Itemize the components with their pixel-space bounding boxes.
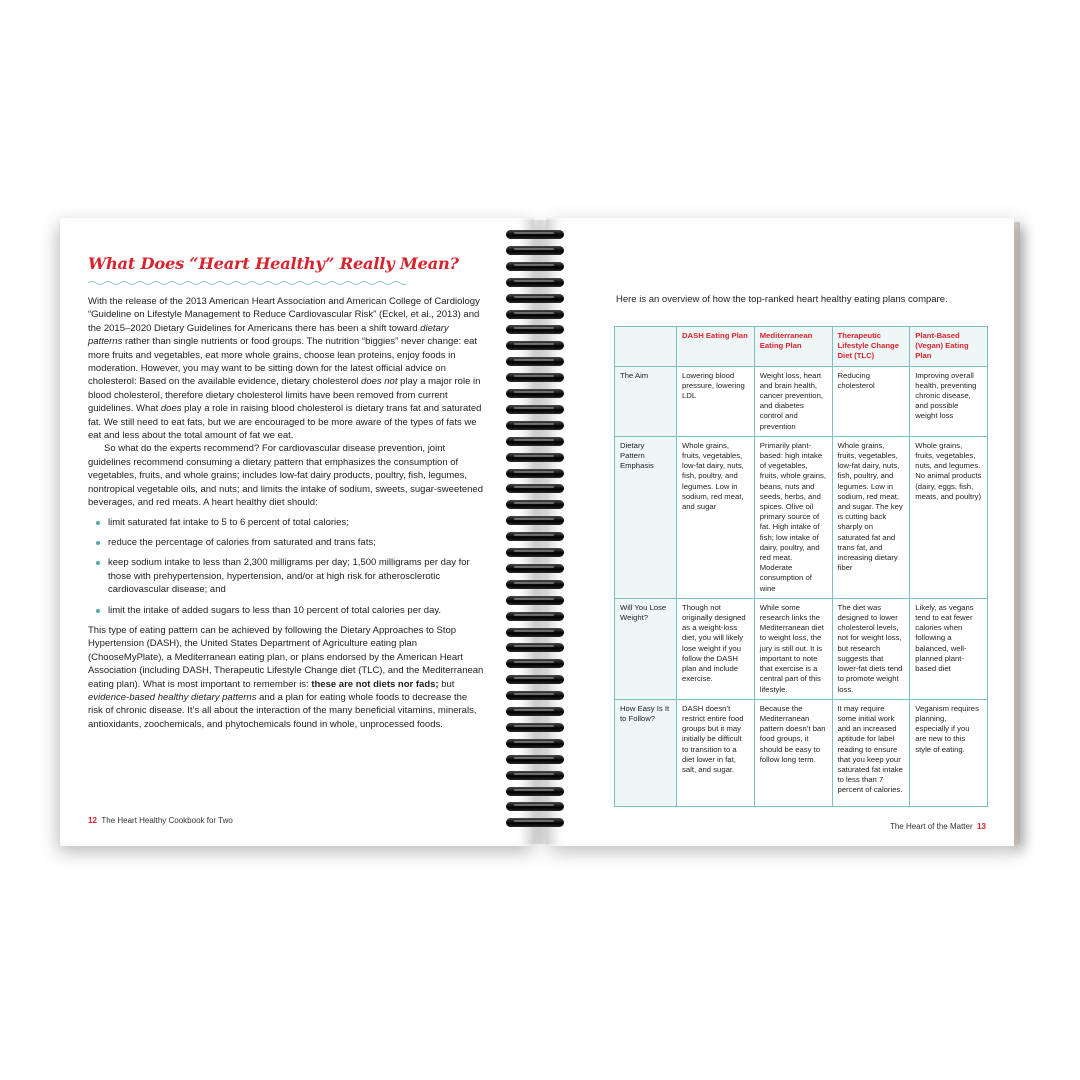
spiral-coil (506, 469, 564, 478)
table-intro: Here is an overview of how the top-ranked heart healthy eating plans compare. (616, 294, 948, 305)
page-title: What Does “Heart Healthy” Really Mean? (88, 254, 459, 273)
spiral-coil (506, 691, 564, 700)
table-header-cell: DASH Eating Plan (677, 327, 755, 367)
table-cell: It may require some initial work and an increased aptitude for label reading to ensure that you keep your saturated fat intake to less than 7 percent of calories. (832, 699, 910, 806)
spiral-coil (506, 818, 564, 827)
spiral-coil (506, 453, 564, 462)
spiral-coil (506, 405, 564, 414)
table-cell: Weight loss, heart and brain health, cancer prevention, and diabetes control and prevention (754, 366, 832, 436)
table-row (615, 436, 988, 598)
spiral-coil (506, 373, 564, 382)
right-page (546, 218, 1014, 846)
table-cell: Because the Mediterranean pattern doesn’t ban food groups, it should be easy to follow long term. (754, 699, 832, 806)
left-page-footer (88, 816, 233, 825)
table-cell: Improving overall health, preventing chronic disease, and possible weight loss (910, 366, 988, 436)
table-cell: Primarily plant-based: high intake of vegetables, fruits, whole grains, beans, nuts and seeds, herbs, and spices. Olive oil primary source of fat. High intake of fish; low intake of dairy, poultry, and red meat. Moderate consumption of wine (754, 436, 832, 598)
spiral-coil (506, 421, 564, 430)
table-cell: Reducing cholesterol (832, 366, 910, 436)
spiral-coil (506, 437, 564, 446)
spiral-coil (506, 500, 564, 509)
table-cell: While some research links the Mediterranean diet to weight loss, the jury is still out. It is important to note that exercise is a central part of this lifestyle. (754, 598, 832, 699)
left-page (60, 218, 534, 846)
spiral-coil (506, 755, 564, 764)
spiral-coil (506, 612, 564, 621)
page-number: 12 (88, 816, 97, 825)
spiral-cookbook (60, 218, 1020, 846)
spiral-coil (506, 739, 564, 748)
running-footer: The Heart Healthy Cookbook for Two (101, 816, 233, 825)
table-cell: Likely, as vegans tend to eat fewer calories when following a balanced, well-planned plant-based diet (910, 598, 988, 699)
list-item: limit the intake of added sugars to less than 10 percent of total calories per day. (96, 604, 484, 617)
spiral-coil (506, 230, 564, 239)
spiral-coil (506, 262, 564, 271)
spiral-coil (506, 325, 564, 334)
spiral-coil (506, 675, 564, 684)
table-cell: Whole grains, fruits, vegetables, low-fat dairy, nuts, fish, poultry, and legumes. Low in sodium, red meat, and sugar (677, 436, 755, 598)
table-cell: Though not originally designed as a weight-loss diet, you will likely lose weight if you follow the DASH plan and include exercise. (677, 598, 755, 699)
spiral-coil (506, 548, 564, 557)
spiral-coil (506, 707, 564, 716)
spiral-coil (506, 659, 564, 668)
spiral-coil (506, 532, 564, 541)
spiral-binding (506, 230, 566, 840)
table-header-cell: Mediterranean Eating Plan (754, 327, 832, 367)
spiral-coil (506, 787, 564, 796)
spiral-coil (506, 310, 564, 319)
table-header-cell (615, 327, 677, 367)
spiral-coil (506, 564, 564, 573)
row-label: Dietary Pattern Emphasis (615, 436, 677, 598)
left-page-content (88, 254, 484, 731)
table-cell: The diet was designed to lower cholesterol levels, not for weight loss, but research suggests that lower-fat diets tend to promote weight loss. (832, 598, 910, 699)
right-page-footer (890, 822, 986, 831)
spiral-coil (506, 580, 564, 589)
spiral-coil (506, 596, 564, 605)
table-header-row (615, 327, 988, 367)
eating-plans-comparison-table (614, 326, 988, 807)
table-cell: Whole grains, fruits, vegetables, low-fat dairy, nuts, fish, poultry, and legumes. Low in sodium, red meat, and sugar. The key is cutting back sharply on saturated fat and trans fat, and increasing dietary fiber (832, 436, 910, 598)
recommendation-list (96, 516, 484, 617)
spiral-coil (506, 246, 564, 255)
table-header-cell: Plant-Based (Vegan) Eating Plan (910, 327, 988, 367)
table-cell: Veganism requires planning, especially if you are new to this style of eating. (910, 699, 988, 806)
spiral-coil (506, 278, 564, 287)
row-label: The Aim (615, 366, 677, 436)
table-row (615, 699, 988, 806)
spiral-coil (506, 294, 564, 303)
row-label: Will You Lose Weight? (615, 598, 677, 699)
spiral-coil (506, 771, 564, 780)
table-row (615, 598, 988, 699)
running-footer: The Heart of the Matter (889, 822, 973, 831)
paragraph-2: So what do the experts recommend? For cardiovascular disease prevention, joint guidelines recommend consuming a dietary pattern that emphasizes the consumption of vegetables, fruits, and whole grains; includes low-fat dairy products, poultry, fish, legumes, nontropical vegetable oils, and nuts; and limits the intake of sodium, sweets, sugar-sweetened beverages, and red meats. A heart healthy diet should: (88, 443, 484, 509)
list-item: reduce the percentage of calories from saturated and trans fats; (96, 536, 484, 549)
spiral-coil (506, 723, 564, 732)
spiral-coil (506, 516, 564, 525)
table-cell: DASH doesn’t restrict entire food groups but it may initially be difficult to transition to a diet lower in fat, salt, and sugar. (677, 699, 755, 806)
spiral-coil (506, 484, 564, 493)
list-item: limit saturated fat intake to 5 to 6 percent of total calories; (96, 516, 484, 529)
spiral-coil (506, 628, 564, 637)
row-label: How Easy Is It to Follow? (615, 699, 677, 806)
spiral-coil (506, 802, 564, 811)
spiral-coil (506, 643, 564, 652)
table-cell: Whole grains, fruits, vegetables, nuts, and legumes. No animal products (dairy, eggs, fish, meats, and poultry) (910, 436, 988, 598)
table-cell: Lowering blood pressure, lowering LDL (677, 366, 755, 436)
table-header-cell: Therapeutic Lifestyle Change Diet (TLC) (832, 327, 910, 367)
spiral-coil (506, 357, 564, 366)
spiral-coil (506, 341, 564, 350)
page-number: 13 (977, 822, 986, 831)
spiral-coil (506, 389, 564, 398)
paragraph-3: This type of eating pattern can be achieved by following the Dietary Approaches to Stop Hypertension (DASH), the United States Department of Agriculture eating plan (ChooseMyPlate), a Mediterranean eating plan, or plans endorsed by the American Heart Association (including DASH, Therapeutic Lifestyle Change diet (TLC), and the Mediterranean eating plan). What is most important to remember is: these are not diets nor fads; but evidence-based healthy dietary patterns and a plan for eating whole foods to decrease the risk of chronic disease. It’s all about the interaction of the many beneficial vitamins, minerals, antioxidants, zoochemicals, and phytochemicals found in whole, unprocessed foods. (88, 624, 484, 730)
list-item: keep sodium intake to less than 2,300 milligrams per day; 1,500 milligrams per day for those with prehypertension, hypertension, and/or at high risk for atherosclerotic cardiovascular disease; and (96, 556, 484, 596)
body-text (88, 295, 484, 731)
paragraph-1: With the release of the 2013 American Heart Association and American College of Cardiology “Guideline on Lifestyle Management to Reduce Cardiovascular Risk” (Eckel, et al., 2013) and the 2015–2020 Dietary Guidelines for Americans there has been a shift toward dietary patterns rather than single nutrients or food groups. The nutrition “biggies” never change: eat more fruits and vegetables, eat more whole grains, choose lean proteins, enjoy foods in moderation. However, you may want to be sitting down for the latest official advice on cholesterol: Based on the available evidence, dietary cholesterol does not play a major role in blood cholesterol, therefore dietary cholesterol limits have been removed from current guidelines. What does play a role in raising blood cholesterol is dietary trans fat and saturated fat. We still need to eat fats, but we are encouraged to be more aware of the types of fats we eat and less about the total amount of fat we eat. (88, 296, 482, 442)
wavy-underline-decoration (88, 280, 406, 286)
table-row (615, 366, 988, 436)
